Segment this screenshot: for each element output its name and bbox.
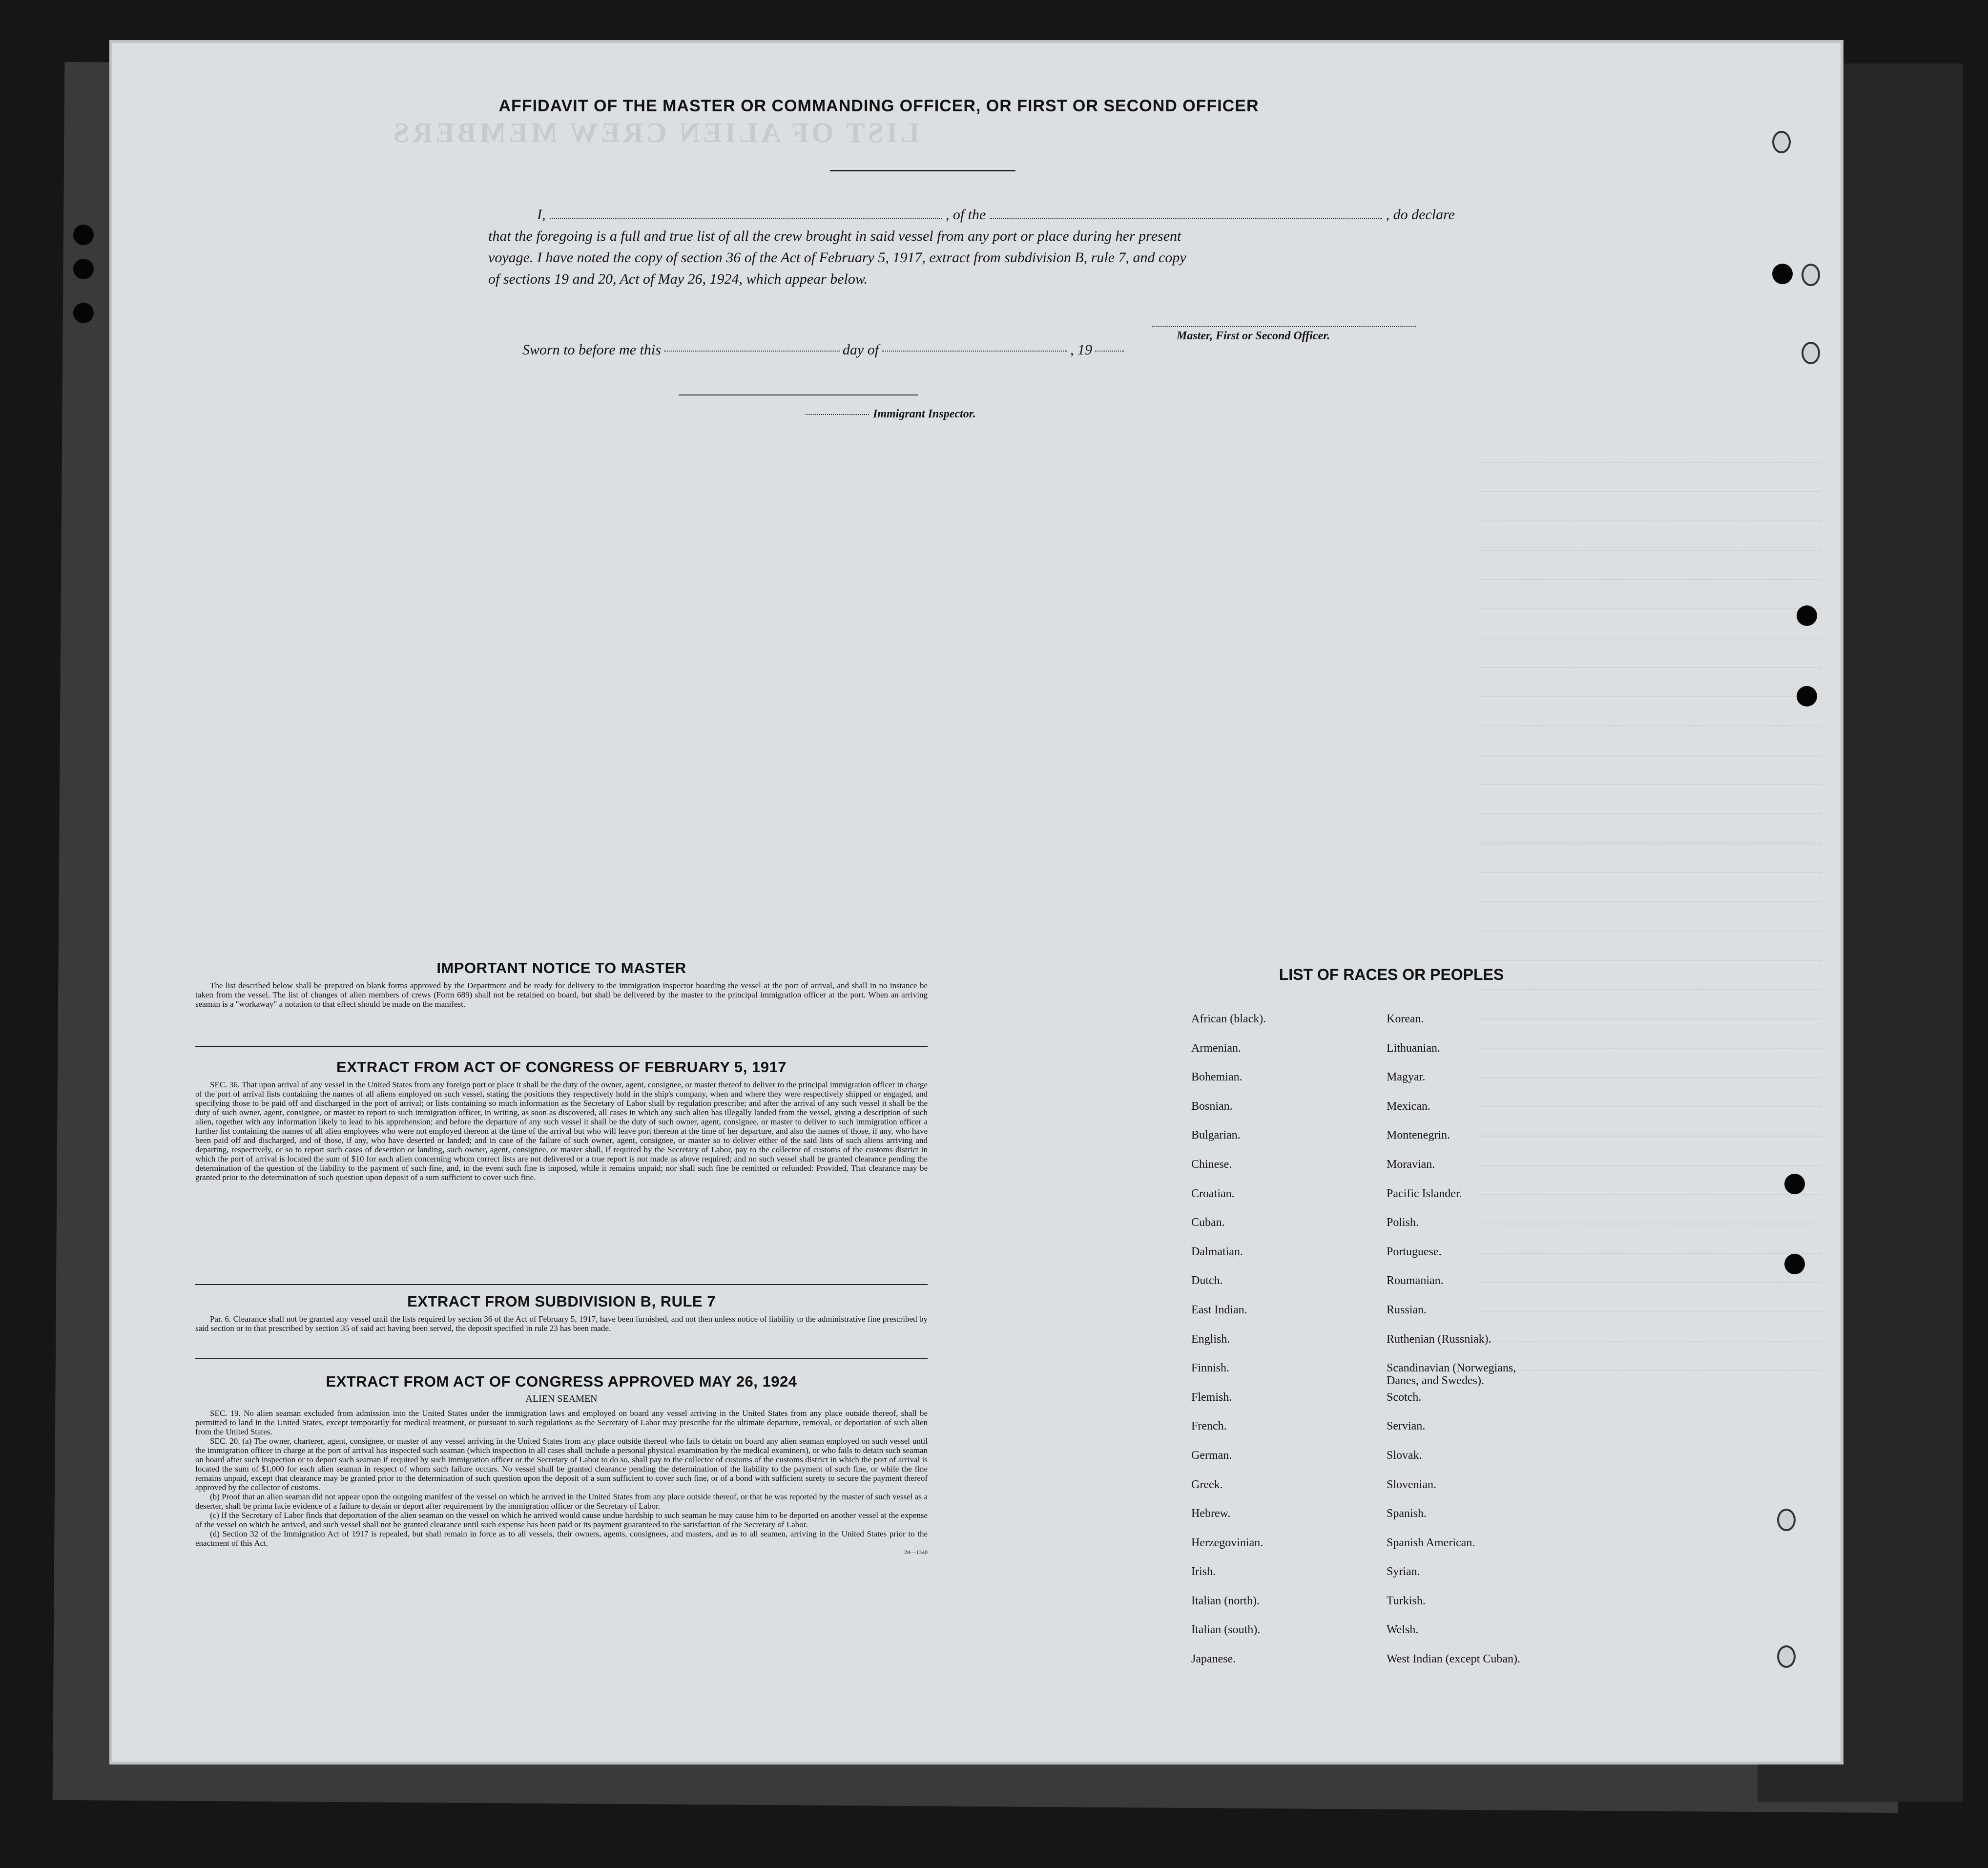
sec-20c-paragraph: (c) If the Secretary of Labor finds that deportation of the alien seaman on the vessel on which he arrived would cause undue hardship to such seaman he may cause him to be deported on another vessel at the expense of the vessel on which he arrived, and such vessel shall not be granted clearance until such expense has been paid or its payment guaranteed to the satisfaction of the Secretary of Labor. <box>195 1511 928 1529</box>
race-right: Russian. <box>1387 1303 1427 1316</box>
bleed-through-heading: LIST OF ALIEN CREW MEMBERS <box>391 117 920 148</box>
section-rule-1 <box>195 1046 928 1047</box>
inspector-label <box>806 408 976 421</box>
race-left: Armenian. <box>1191 1041 1241 1055</box>
race-row <box>1191 1187 1631 1217</box>
race-row <box>1191 1274 1631 1304</box>
race-left: Chinese. <box>1191 1158 1232 1171</box>
sec-20d-paragraph: (d) Section 32 of the Immigration Act of 1917 is repealed, but shall remain in force as to all vessels, their owners, agents, consignees, and masters, and as to all seamen, arriving in the United States prior to the enactment of this Act. <box>195 1529 928 1548</box>
binder-hole-open <box>1802 342 1820 364</box>
race-left: German. <box>1191 1449 1232 1462</box>
race-row <box>1191 1333 1631 1362</box>
extract-1917 <box>195 1059 928 1182</box>
extract-rule7-title: EXTRACT FROM SUBDIVISION B, RULE 7 <box>407 1293 716 1310</box>
sworn-year: , 19 <box>1070 342 1093 358</box>
race-row <box>1191 1304 1631 1333</box>
sworn-line <box>522 342 1127 358</box>
binder-hole-open <box>1802 264 1820 286</box>
sworn-prefix: Sworn to before me this <box>522 342 661 358</box>
race-row <box>1191 1042 1631 1071</box>
race-right: Polish. <box>1387 1216 1419 1229</box>
race-row <box>1191 1362 1631 1391</box>
decl-of-the: , of the <box>945 207 986 223</box>
notice-body: The list described below shall be prepared on blank forms approved by the Department and be ready for delivery to the immigration inspector boarding the vessel at the port of arrival, and shall in no instance be taken from the vessel. The list of changes of alien members of crews (Form 689) shall not be retained on board, but shall be delivered by the master to the principal immigration officer at the port. When an arriving seaman is a "workaway" a notation to that effect should be made on the manifest. <box>195 981 928 1009</box>
binder-hole <box>1784 1174 1805 1194</box>
notice-to-master <box>195 959 928 1009</box>
extract-1917-title: EXTRACT FROM ACT OF CONGRESS OF FEBRUARY 5, 1917 <box>336 1059 787 1076</box>
binder-hole-open <box>1772 131 1791 153</box>
race-row <box>1191 1158 1631 1187</box>
race-left: Hebrew. <box>1191 1507 1231 1520</box>
race-right: Montenegrin. <box>1387 1129 1450 1142</box>
form-number: 24—1340 <box>904 1549 928 1556</box>
inspector-signature-line[interactable] <box>679 394 918 395</box>
decl-line-3: voyage. I have noted the copy of section 36 of the Act of February 5, 1917, extract from subdivision B, rule 7, and copy <box>488 249 1186 266</box>
race-row <box>1191 1623 1631 1653</box>
race-row <box>1191 1536 1631 1566</box>
race-row <box>1191 1100 1631 1129</box>
race-right: Slovenian. <box>1387 1478 1436 1491</box>
notice-title: IMPORTANT NOTICE TO MASTER <box>436 959 686 976</box>
alien-seamen-subtitle: ALIEN SEAMEN <box>525 1393 598 1404</box>
race-right: Korean. <box>1387 1013 1424 1025</box>
race-right: Servian. <box>1387 1420 1426 1433</box>
race-left: Flemish. <box>1191 1391 1232 1404</box>
race-left: Irish. <box>1191 1565 1216 1578</box>
binder-hole <box>73 303 94 323</box>
sec-20b-paragraph: (b) Proof that an alien seaman did not appear upon the outgoing manifest of the vessel on which he arrived in the United States from any place outside thereof, or that he was reported by the master of such vessel as a deserter, shall be prima facie evidence of a failure to detain or deport after requirement by the immigration officer or the Secretary of Labor. <box>195 1492 928 1511</box>
race-left: Dalmatian. <box>1191 1245 1243 1258</box>
race-right: Roumanian. <box>1387 1274 1444 1287</box>
race-left: African (black). <box>1191 1013 1266 1025</box>
extract-1924 <box>195 1373 928 1556</box>
race-left: Bulgarian. <box>1191 1129 1241 1142</box>
title-rule <box>830 170 1015 171</box>
race-right: Ruthenian (Russniak). <box>1387 1332 1491 1346</box>
race-right: Scotch. <box>1387 1391 1422 1404</box>
race-left: Croatian. <box>1191 1187 1235 1200</box>
inspector-text: Immigrant Inspector. <box>873 408 976 420</box>
decl-line-2: that the foregoing is a full and true list of all the crew brought in said vessel from any port or place during her present <box>488 228 1181 244</box>
race-row <box>1191 1129 1631 1158</box>
race-right: Slovak. <box>1387 1449 1422 1462</box>
race-left: Cuban. <box>1191 1216 1225 1229</box>
race-left: East Indian. <box>1191 1303 1247 1316</box>
race-row <box>1191 1449 1631 1478</box>
inspector-dots <box>806 414 869 415</box>
section-rule-3 <box>195 1358 928 1359</box>
race-left: Italian (south). <box>1191 1623 1261 1637</box>
binder-hole <box>73 259 94 279</box>
race-left: Greek. <box>1191 1478 1223 1491</box>
race-row <box>1191 1507 1631 1536</box>
race-left: English. <box>1191 1332 1230 1346</box>
affidavit-title: AFFIDAVIT OF THE MASTER OR COMMANDING OFFICER, OR FIRST OR SECOND OFFICER <box>498 97 1259 115</box>
sworn-day-of: day of <box>842 342 879 358</box>
race-left: Dutch. <box>1191 1274 1223 1287</box>
race-row <box>1191 1216 1631 1245</box>
race-row <box>1191 1071 1631 1100</box>
sec-19-paragraph: SEC. 19. No alien seaman excluded from admission into the United States under the immigration laws and employed on board any vessel arriving in the United States from any place outside thereof, shall be permitted to land in the United States, except temporarily for medical treatment, or pursuant to such regulations as the Secretary of Labor may prescribe for the ultimate departure, removal, or deportation of such alien from the United States. <box>195 1409 928 1436</box>
binder-hole-open <box>1777 1645 1796 1668</box>
race-right: Syrian. <box>1387 1565 1420 1578</box>
race-row <box>1191 1565 1631 1595</box>
race-right: West Indian (except Cuban). <box>1387 1653 1520 1666</box>
extract-1924-title: EXTRACT FROM ACT OF CONGRESS APPROVED MAY 26, 1924 <box>326 1373 797 1390</box>
race-left: Bohemian. <box>1191 1071 1242 1084</box>
binder-hole-open <box>1777 1509 1796 1531</box>
binder-hole <box>1772 264 1793 284</box>
sworn-year-field[interactable] <box>1095 351 1124 352</box>
race-left: French. <box>1191 1420 1227 1433</box>
race-row <box>1191 1478 1631 1508</box>
race-left: Finnish. <box>1191 1362 1230 1375</box>
races-title: LIST OF RACES OR PEOPLES <box>1279 966 1504 983</box>
race-row <box>1191 1013 1631 1042</box>
signature-label: Master, First or Second Officer. <box>1177 330 1330 342</box>
name-field[interactable] <box>550 218 942 219</box>
extract-rule7-body: Par. 6. Clearance shall not be granted any vessel until the lists required by section 36 of the Act of February 5, 1917, have been furnished, and not then unless notice of liability to the administrative fine prescribed by said section or to that prescribed by section 35 of said act having been served, the deposit specified in rule 23 has been made. <box>195 1314 928 1333</box>
binder-hole <box>1784 1254 1805 1274</box>
sworn-month-field[interactable] <box>882 351 1067 352</box>
race-left: Bosnian. <box>1191 1100 1233 1113</box>
race-right: Moravian. <box>1387 1158 1435 1171</box>
race-right: Mexican. <box>1387 1100 1430 1113</box>
races-list <box>1191 1013 1631 1682</box>
extract-1917-body: SEC. 36. That upon arrival of any vessel in the United States from any foreign port or place it shall be the duty of the owner, agent, consignee, or master thereof to deliver to the principal immigration officer in charge of the port of arrival lists containing the names of all aliens employed on such vessel, stating the positions they respectively hold in the ship's company, when and where they were respectively shipped or engaged, and specifying those to be paid off and discharged in the port of arrival; or lists containing so much information as the Secretary of Labor shall by regulation prescribe; and after the arrival of any such vessel it shall be the duty of such owner, agent, consignee, or master to report to such immigration officer, in writing, as soon as discovered, all cases in which any such alien has illegally landed from the vessel, giving a description of such alien, together with any information likely to lead to his apprehension; and before the departure of any such vessel it shall be the duty of such owner, agent, consignee, or master to deliver to such immigration officer a further list containing the names of all alien employees who were not employed thereon at the time of the arrival but who will leave port thereon at the time of her departure, and also the names of those, if any, who have been paid off and discharged, and of those, if any, who have deserted or landed; and in case of the failure of such owner, agent, consignee, or master so to deliver either of the said lists of such aliens arriving and departing, respectively, or so to report such cases of desertion or landing, such owner, agent, consignee, or master shall, if required by the Secretary of Labor, pay to the collector of customs of the customs district in which the port of arrival is located the sum of $10 for each alien concerning whom correct lists are not delivered or a true report is not made as above required; and no such vessel shall be granted clearance pending the determination of the question of the liability to the payment of such fine, and, in the event such fine is imposed, while it remains unpaid; nor shall such fine be remitted or refunded: Provided, That clearance may be granted prior to the determination of such question upon deposit of a sum sufficient to cover such fine. <box>195 1080 928 1182</box>
race-right: Spanish. <box>1387 1507 1427 1520</box>
race-row <box>1191 1420 1631 1449</box>
race-left: Herzegovinian. <box>1191 1536 1263 1549</box>
sec-20a-paragraph: SEC. 20. (a) The owner, charterer, agent, consignee, or master of any vessel arriving in the United States from any place outside thereof who fails to detain on board any alien seaman employed on such vessel until the immigration officer in charge at the port of arrival has inspected such seaman (which inspection in all cases shall include a personal physical examination by the medical examiners), or who fails to detain such seaman on board after such inspection or to deport such seaman if required by such immigration officer or the Secretary of Labor to do so, shall pay to the collector of customs of the customs district in which the port of arrival is located the sum of $1,000 for each alien seaman in respect of whom such failure occurs. No vessel shall be granted clearance pending the determination of the liability to the payment of such fine, or while the fine remains unpaid, except that clearance may be granted prior to the determination of such question upon the deposit of a sum sufficient to cover such fine, or of a bond with sufficient surety to secure the payment thereof approved by the collector of customs. <box>195 1436 928 1492</box>
affidavit-declaration <box>488 204 1455 290</box>
extract-rule7 <box>195 1293 928 1333</box>
sworn-day-field[interactable] <box>664 351 840 352</box>
section-rule-2 <box>195 1284 928 1285</box>
decl-line-4: of sections 19 and 20, Act of May 26, 1924, which appear below. <box>488 271 868 287</box>
decl-i: I, <box>537 207 546 223</box>
race-row <box>1191 1595 1631 1624</box>
race-right: Spanish American. <box>1387 1536 1475 1549</box>
race-row <box>1191 1245 1631 1275</box>
vessel-field[interactable] <box>990 218 1382 219</box>
decl-declare: , do declare <box>1386 207 1455 223</box>
race-right: Welsh. <box>1387 1623 1419 1637</box>
race-right: Portuguese. <box>1387 1245 1442 1258</box>
binder-hole <box>1797 686 1817 706</box>
race-right: Scandinavian (Norwegians, Danes, and Swedes). <box>1387 1362 1516 1388</box>
binder-hole <box>73 225 94 245</box>
race-row <box>1191 1653 1631 1682</box>
race-right: Turkish. <box>1387 1594 1426 1607</box>
race-right: Magyar. <box>1387 1071 1426 1084</box>
race-right: Pacific Islander. <box>1387 1187 1462 1200</box>
race-right: Lithuanian. <box>1387 1041 1440 1055</box>
race-left: Japanese. <box>1191 1653 1236 1666</box>
race-left: Italian (north). <box>1191 1594 1260 1607</box>
race-row <box>1191 1391 1631 1420</box>
signature-line[interactable] <box>1152 326 1416 327</box>
binder-hole <box>1797 605 1817 626</box>
